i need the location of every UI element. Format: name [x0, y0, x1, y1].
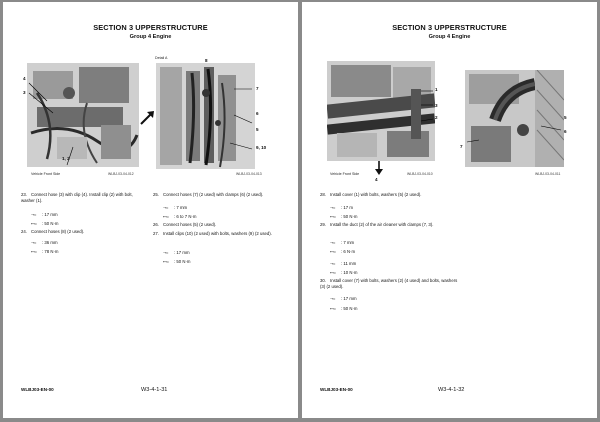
wrench-icon: ⊸= — [163, 205, 168, 210]
figure-id: WLBJ-03-04-011 — [535, 172, 561, 176]
spec-torque: ⊷= : 50 N·m — [163, 259, 191, 264]
group-title: Group 4 Engine — [129, 34, 172, 40]
section-title: SECTION 3 UPPERSTRUCTURE — [392, 23, 507, 32]
footer-code: WLBJ03-EN-00 — [21, 387, 54, 392]
callout-5: 5 — [564, 115, 567, 120]
engine-photo-cover — [327, 61, 435, 161]
arrow-icon — [139, 108, 157, 126]
torque-icon: ⊷= — [330, 270, 336, 275]
step-25: 25. Connect hoses (7) (2 used) with clamps (6) (2 used). — [153, 192, 264, 197]
step-27: 27. Install clips (10) (2 used) with bolts, washers (9) (2 used). — [153, 231, 272, 236]
callout-6: 6 — [564, 129, 567, 134]
wrench-icon: ⊸= — [163, 250, 168, 255]
detail-label: Detail A — [155, 56, 168, 60]
wrench-icon: ⊸= — [330, 296, 335, 301]
arrow-down-icon — [375, 161, 383, 175]
torque-icon: ⊷= — [31, 221, 37, 226]
spec-torque: ⊷= : 50 N·m — [31, 221, 59, 226]
callout-2: 2 — [435, 115, 438, 120]
torque-icon: ⊷= — [31, 249, 37, 254]
figure-id: WLBJ-03-04-013 — [236, 172, 262, 176]
wrench-icon: ⊸= — [31, 240, 36, 245]
manual-page-left — [3, 2, 298, 418]
step-24: 24. Connect hoses (8) (2 used). — [21, 229, 85, 234]
figure-id: WLBJ-03-04-010 — [407, 172, 433, 176]
engine-photo-duct — [465, 70, 564, 167]
callout-5: 5 — [256, 127, 259, 132]
wrench-icon: ⊸= — [330, 240, 335, 245]
spec-torque: ⊷= : 6 to 7 N·m — [163, 214, 197, 219]
callout-3: 3 — [23, 90, 26, 95]
wrench-icon: ⊸= — [330, 261, 335, 266]
torque-icon: ⊷= — [330, 249, 336, 254]
step-29: 29. Install the duct (2) of the air cleaner with clamps (7, 3). — [320, 222, 434, 227]
spec-wrench: ⊸= : 17 mm — [163, 250, 190, 255]
step-30: 30. Install cover (7) with bolts, washers (2) (4 used) and bolts, washers (3) (2 used). — [320, 278, 458, 289]
spec-torque: ⊷= : 6 N·m — [330, 249, 356, 254]
spec-wrench: ⊸= : 7 mm — [163, 205, 188, 210]
wrench-icon: ⊸= — [31, 212, 36, 217]
engine-photo-front — [27, 63, 139, 167]
footer-page-number: W3-4-1-31 — [141, 387, 168, 393]
spec-wrench: ⊸= : 17 mm — [31, 212, 58, 217]
footer-code: WLBJ03-EN-00 — [320, 387, 353, 392]
figure-caption: Vehicle Front Side — [31, 172, 61, 176]
spec-wrench: ⊸= : 7 mm — [330, 240, 355, 245]
torque-icon: ⊷= — [330, 214, 336, 219]
step-23: 23. Connect hose (3) with clip (4). Install clip (2) with bolt, washer (1). — [21, 192, 133, 203]
step-26: 26. Connect hoses (5) (2 used). — [153, 222, 217, 227]
spec-wrench: ⊸= : 36 mm — [31, 240, 58, 245]
spec-wrench: ⊸= : 17 m — [330, 205, 353, 210]
group-title: Group 4 Engine — [428, 34, 471, 40]
manual-page-right — [302, 2, 597, 418]
callout-7: 7 — [256, 86, 259, 91]
spec-torque: ⊷= : 50 N·m — [330, 214, 358, 219]
spec-wrench: ⊸= : 17 mm — [330, 296, 357, 301]
figure-id: WLBJ-03-04-012 — [108, 172, 134, 176]
spec-wrench: ⊸= : 11 mm — [330, 261, 357, 266]
engine-photo-detail — [156, 63, 255, 169]
spec-torque: ⊷= : 78 N·m — [31, 249, 59, 254]
callout-6: 6 — [256, 111, 259, 116]
torque-icon: ⊷= — [163, 214, 169, 219]
torque-icon: ⊷= — [163, 259, 169, 264]
callout-3: 3 — [435, 103, 438, 108]
callout-7: 7 — [460, 144, 463, 149]
figure-caption: Vehicle Front Side — [330, 172, 360, 176]
callout-4: 4 — [23, 76, 26, 81]
callout-1-2: 1, 2 — [62, 156, 70, 161]
spec-torque: ⊷= : 50 N·m — [330, 306, 358, 311]
callout-8: 8 — [205, 58, 208, 63]
callout-4: 4 — [375, 177, 378, 182]
callout-1: 1 — [435, 87, 438, 92]
footer-page-number: W3-4-1-32 — [438, 387, 465, 393]
wrench-icon: ⊸= — [330, 205, 335, 210]
spec-torque: ⊷= : 10 N·m — [330, 270, 358, 275]
torque-icon: ⊷= — [330, 306, 336, 311]
callout-9-10: 9, 10 — [256, 145, 267, 150]
step-28: 28. Install cover (1) with bolts, washers (5) (2 used). — [320, 192, 422, 197]
section-title: SECTION 3 UPPERSTRUCTURE — [93, 23, 208, 32]
